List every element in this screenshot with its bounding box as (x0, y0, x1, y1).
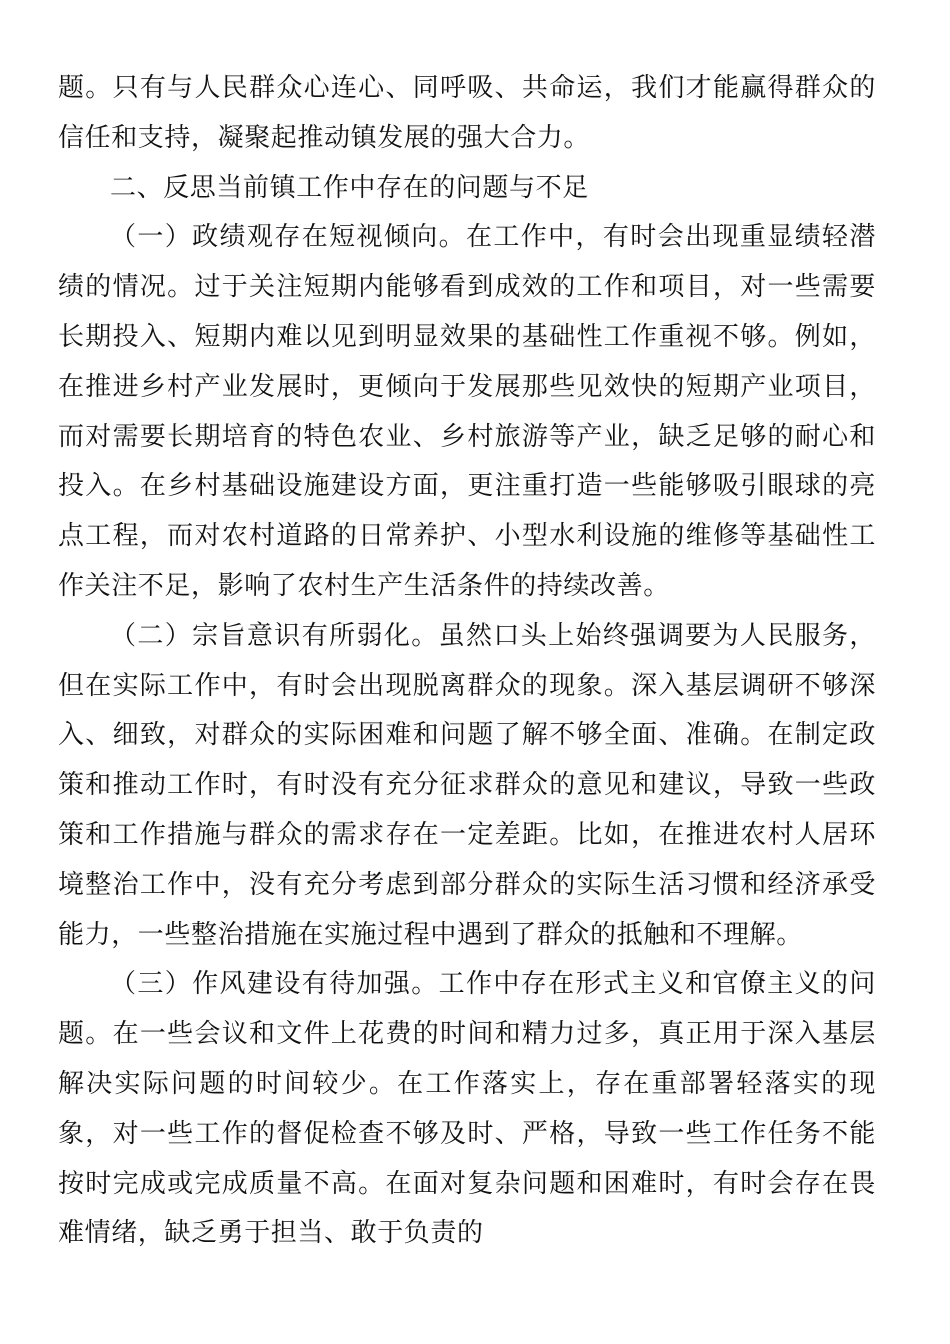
paragraph-item-1: （一）政绩观存在短视倾向。在工作中，有时会出现重显绩轻潜绩的情况。过于关注短期内能够看到成效的工作和项目，对一些需要长期投入、短期内难以见到明显效果的基础性工作重视不够。例如，在推进乡村产业发展时，更倾向于发展那些见效快的短期产业项目，而对需要长期培育的特色农业、乡村旅游等产业，缺乏足够的耐心和投入。在乡村基础设施建设方面，更注重打造一些能够吸引眼球的亮点工程，而对农村道路的日常养护、小型水利设施的维修等基础性工作关注不足，影响了农村生产生活条件的持续改善。 (58, 222, 876, 601)
paragraph-item-2: （二）宗旨意识有所弱化。虽然口头上始终强调要为人民服务，但在实际工作中，有时会出现脱离群众的现象。深入基层调研不够深入、细致，对群众的实际困难和问题了解不够全面、准确。在制定政策和推动工作时，有时没有充分征求群众的意见和建议，导致一些政策和工作措施与群众的需求存在一定差距。比如，在推进农村人居环境整治工作中，没有充分考虑到部分群众的实际生活习惯和经济承受能力，一些整治措施在实施过程中遇到了群众的抵触和不理解。 (58, 620, 876, 950)
paragraph-item-3: （三）作风建设有待加强。工作中存在形式主义和官僚主义的问题。在一些会议和文件上花费的时间和精力过多，真正用于深入基层解决实际问题的时间较少。在工作落实上，存在重部署轻落实的现象，对一些工作的督促检查不够及时、严格，导致一些工作任务不能按时完成或完成质量不高。在面对复杂问题和困难时，有时会存在畏难情绪，缺乏勇于担当、敢于负责的 (58, 969, 876, 1249)
section-heading: 二、反思当前镇工作中存在的问题与不足 (110, 172, 589, 203)
paragraph-continuation: 题。只有与人民群众心连心、同呼吸、共命运，我们才能赢得群众的信任和支持，凝聚起推动镇发展的强大合力。 (58, 73, 876, 153)
document-body (58, 64, 876, 1259)
